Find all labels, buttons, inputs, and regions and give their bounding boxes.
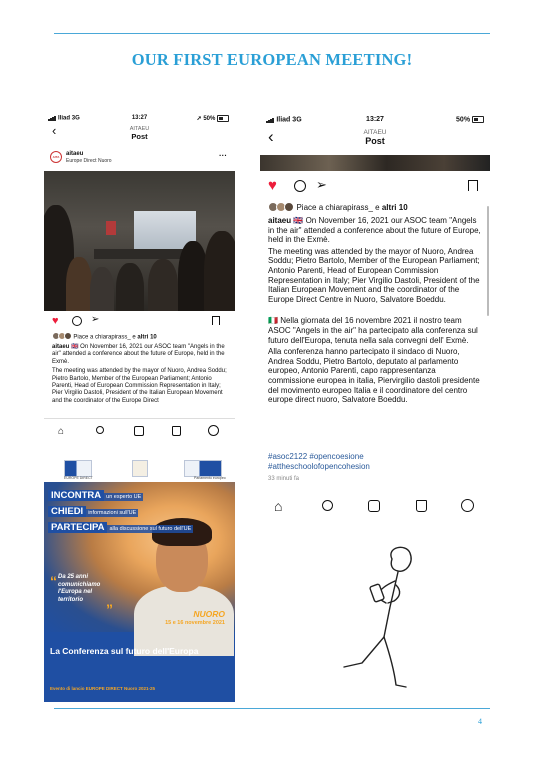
instagram-screenshot-1	[44, 112, 235, 444]
caption-en-1: On November 16, 2021 our ASOC team "Angels in the air" attended a conference about the future of Europe, held in the Exmè.	[268, 216, 481, 245]
poster-city-dates	[165, 610, 225, 628]
poster-event-line: Evento di lancio EUROPE DIRECT Nuoro 2021-25	[50, 686, 156, 691]
poster-dates: 15 e 16 novembre 2021	[165, 620, 225, 626]
bookmark-icon[interactable]	[468, 180, 478, 191]
stick-figure-with-phone	[340, 545, 430, 695]
post-time-ago: 33 minuti fa	[268, 476, 300, 482]
network-type: 3G	[292, 116, 302, 124]
speakers-table	[94, 249, 184, 259]
hashtags[interactable]	[268, 452, 370, 472]
poster-line-partecipa: PARTECIPA alla discussione sul futuro dell'UE	[48, 522, 193, 534]
carrier-name: Iliad	[276, 116, 291, 124]
post-author-row[interactable]	[50, 150, 229, 166]
bottom-rule	[54, 708, 490, 709]
top-rule	[54, 33, 490, 34]
post-header	[44, 123, 235, 141]
caption-lead: On November 16, 2021 our ASOC team "Angels in the air" attended a conference about the future of Europe, held in the Exmè.	[52, 344, 225, 365]
post-header	[258, 129, 492, 146]
username[interactable]: aitaeu	[66, 151, 84, 157]
post-photo-crop[interactable]	[260, 155, 490, 171]
audience-person	[66, 257, 92, 311]
avatar[interactable]: AITA	[50, 151, 62, 163]
battery-percent: 50%	[456, 116, 471, 124]
likes-line[interactable]	[268, 202, 408, 214]
location-arrow-icon: ➚	[196, 116, 202, 123]
likes-and: e	[132, 334, 136, 341]
hashtags-line-1[interactable]: #asoc2122 #opencoesione	[268, 452, 364, 461]
poster-line-chiedi: CHIEDI informazioni sull'UE	[48, 506, 138, 518]
post-actions	[44, 315, 235, 329]
battery-icon	[217, 115, 229, 122]
more-options-icon[interactable]: ···	[219, 151, 227, 160]
likers-avatars	[268, 202, 292, 214]
clock: 13:27	[131, 115, 148, 121]
heart-icon[interactable]: ♥	[268, 177, 277, 194]
status-bar	[44, 112, 235, 124]
likes-others: altri 10	[381, 203, 408, 213]
italy-flag-icon: 🇮🇹	[268, 316, 278, 326]
comment-icon[interactable]	[294, 180, 306, 192]
home-icon[interactable]: ⌂	[274, 498, 283, 514]
post-label: Post	[365, 136, 385, 146]
likers-avatars	[52, 332, 70, 342]
likes-others: altri 10	[137, 334, 157, 341]
caption-username: aitaeu	[52, 344, 70, 350]
battery-percent: 50%	[203, 116, 216, 123]
location-label[interactable]: Europe Direct Nuoro	[66, 158, 112, 164]
carrier-name: Iliad	[58, 115, 71, 122]
account-label: AITAEU	[129, 126, 150, 132]
poster-logo-bar	[44, 456, 235, 482]
hashtags-line-2[interactable]: #attheschoolofopencohesion	[268, 462, 370, 471]
poster-line-incontra: INCONTRA un esperto UE	[48, 490, 143, 502]
municipal-crest-logo	[132, 460, 148, 477]
audience-person	[204, 231, 235, 311]
back-chevron-icon[interactable]: ‹	[268, 127, 274, 146]
post-label: Post	[131, 132, 148, 141]
reels-icon[interactable]	[134, 426, 144, 436]
shop-icon[interactable]	[416, 500, 427, 512]
likes-by: Piace a chiarapirass_	[296, 203, 373, 213]
poster-city: NUORO	[193, 609, 225, 619]
page-number: 4	[478, 717, 482, 726]
uk-flag-icon: 🇬🇧	[71, 344, 79, 350]
post-actions	[258, 178, 492, 194]
comment-icon[interactable]	[72, 316, 82, 326]
heart-icon[interactable]: ♥	[52, 315, 59, 327]
battery-indicator	[456, 116, 484, 123]
wall-poster	[106, 221, 116, 235]
battery-indicator	[197, 115, 229, 122]
likes-by: Piace a chiarapirass_	[73, 334, 131, 341]
share-icon[interactable]: ➢	[316, 177, 327, 192]
caption-username: aitaeu	[268, 216, 292, 225]
back-chevron-icon[interactable]: ‹	[52, 123, 57, 138]
close-quote-icon: ”	[106, 601, 113, 617]
network-type: 3G	[71, 115, 80, 122]
post-caption	[268, 216, 484, 407]
account-label: AITAEU	[363, 129, 387, 136]
caption-en-2: The meeting was attended by the mayor of Nuoro, Andrea Soddu; Pietro Bartolo, Member of the European Parliament; Antonio Parenti, Head of European Commission Representation in Italy; Pier Virgilio Dastoli, President of the Italian European Movement and the coordinator of the Europe Direct Centre in Nuoro, Salvatore Boeddu.	[268, 246, 480, 304]
poster-quote: Da 25 anni comunichiamo l'Europa nel territorio	[58, 574, 101, 603]
battery-icon	[472, 116, 484, 123]
page-title: OUR FIRST EUROPEAN MEETING!	[131, 50, 413, 69]
logo-caption-3: Parlamento europeo	[194, 476, 226, 480]
instagram-screenshot-2	[258, 112, 492, 522]
caption-it-1: Nella giornata del 16 novembre 2021 il nostro team ASOC "Angels in the air" ha partecipato alla conferenza sul futuro dell'Europa, tenuta nella sala convegni dell' Exmè.	[268, 316, 478, 345]
reels-icon[interactable]	[368, 500, 380, 512]
likes-and: e	[375, 203, 380, 213]
post-caption	[52, 344, 229, 407]
logo-caption-1: EUROPE DIRECT	[64, 476, 93, 480]
caption-it-2: Alla conferenza hanno partecipato il sindaco di Nuoro, Andrea Soddu, Pietro Bartolo, deputato al parlamento europeo, Antonio Parenti, capo rappresentanza commissione europea in italia, Piervirgilio dastoli presidente del movimento europeo Italia e il coordinatore del centro europe direct nuoro, Salvatore Boeddu.	[268, 347, 480, 405]
shop-icon[interactable]	[172, 426, 181, 436]
profile-icon[interactable]	[208, 425, 219, 436]
audience-person	[148, 259, 178, 311]
open-quote-icon: “	[50, 573, 57, 589]
audience-person	[90, 267, 114, 311]
audience-person	[116, 263, 144, 311]
clock: 13:27	[366, 116, 384, 123]
bookmark-icon[interactable]	[212, 316, 220, 325]
share-icon[interactable]: ➢	[91, 314, 100, 325]
likes-line[interactable]	[52, 332, 157, 342]
post-photo[interactable]	[44, 171, 235, 311]
uk-flag-icon: 🇬🇧	[293, 216, 304, 225]
europe-direct-logo	[64, 460, 92, 477]
caption-body: The meeting was attended by the mayor of Nuoro, Andrea Soddu; Pietro Bartolo, Member of the European Parliament; Antonio Parenti, Head of European Commission Representation in Italy; Pier Virgilio Dastoli, President of the Italian European Movement and the coordinator of the Europe Direct	[52, 368, 227, 404]
search-icon[interactable]	[96, 426, 104, 434]
poster-conference-title: La Conferenza sul futuro dell'Europa	[50, 646, 199, 656]
event-poster	[44, 456, 235, 702]
bottom-navbar	[258, 496, 492, 522]
status-bar	[258, 112, 492, 124]
bottom-navbar	[44, 418, 235, 444]
search-icon[interactable]	[322, 500, 333, 511]
profile-icon[interactable]	[461, 499, 474, 512]
scrollbar[interactable]	[487, 206, 489, 316]
home-icon[interactable]: ⌂	[58, 426, 65, 437]
european-parliament-logo	[184, 460, 222, 477]
